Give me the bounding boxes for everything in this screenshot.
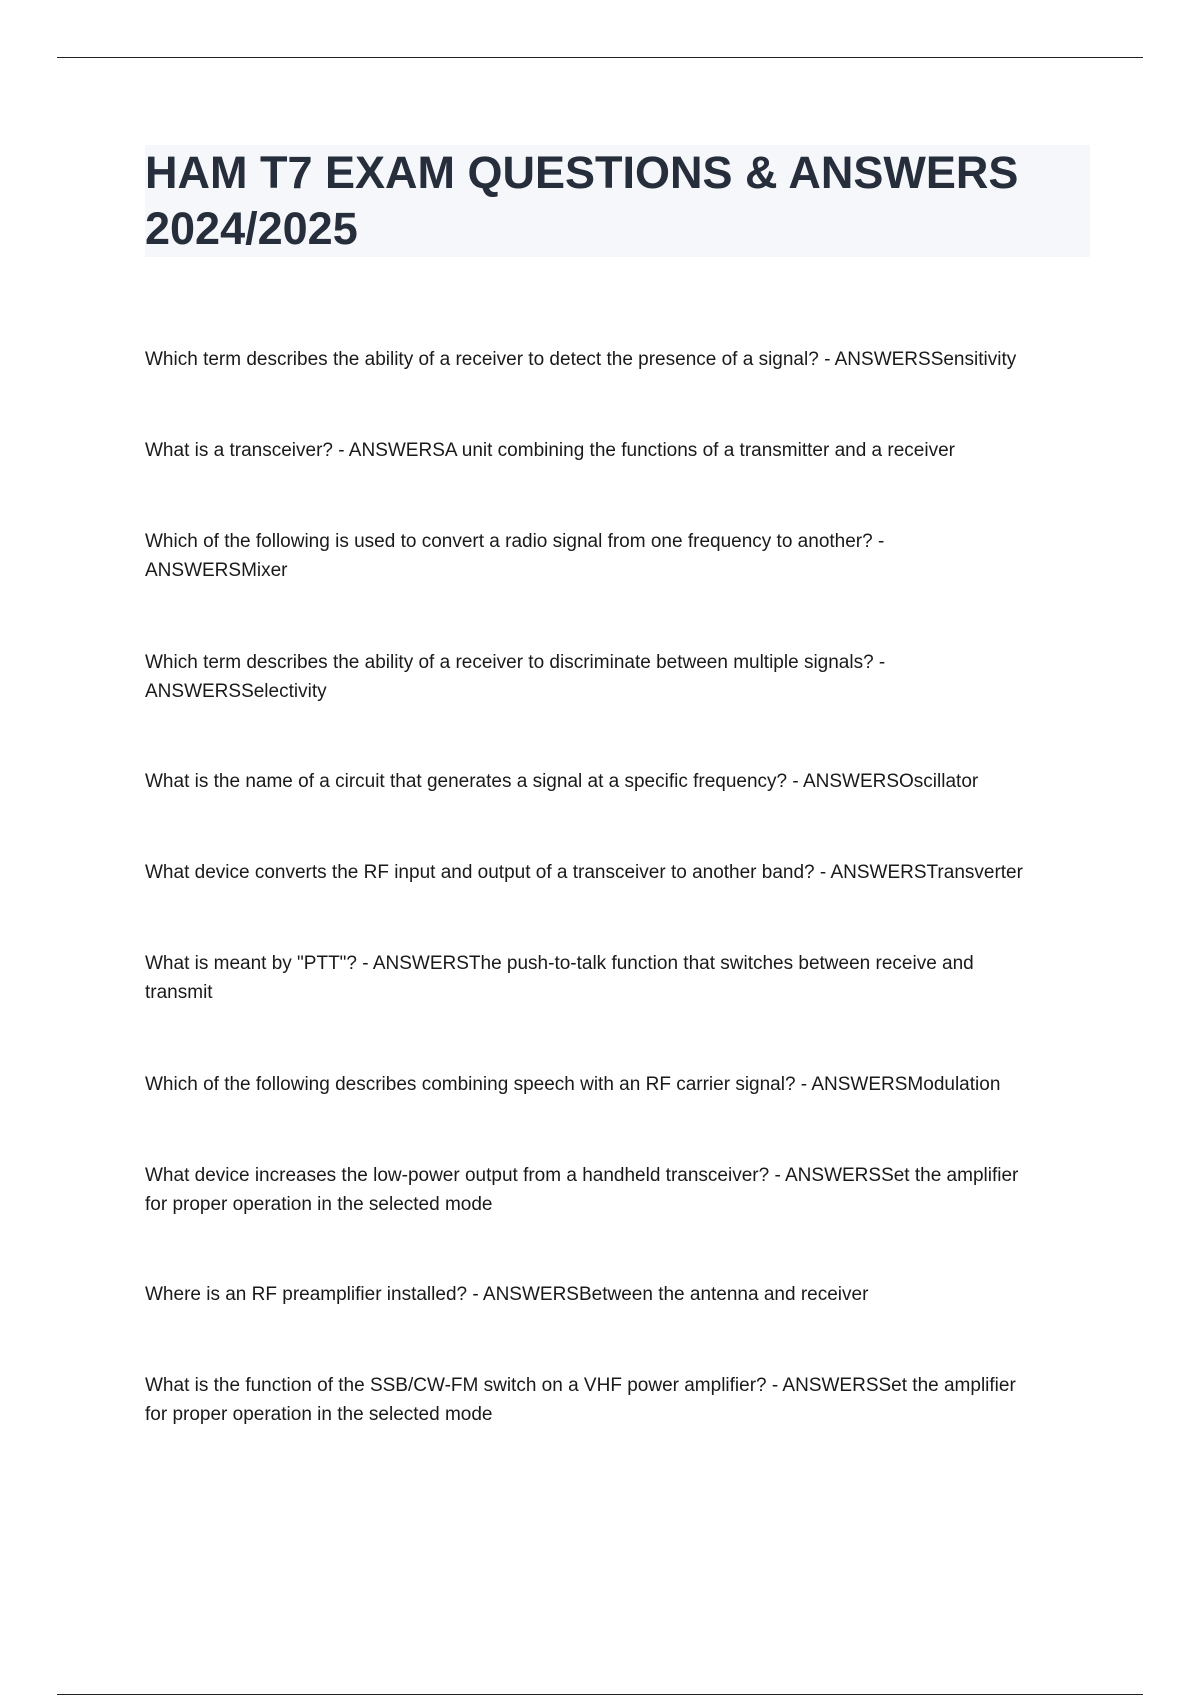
- qa-item-7: What is meant by "PTT"? - ANSWERSThe push-to-talk function that switches between receive and transmit: [145, 953, 974, 1003]
- qa-item-9: What device increases the low-power output from a handheld transceiver? - ANSWERSSet the amplifier for proper operation in the selected mode: [145, 1165, 1019, 1215]
- title-line-2: 2024/2025: [145, 203, 358, 254]
- qa-item-4: Which term describes the ability of a receiver to discriminate between multiple signals? - ANSWERSSelectivity: [145, 652, 886, 702]
- qa-item-8: Which of the following describes combining speech with an RF carrier signal? - ANSWERSModulation: [145, 1074, 1001, 1095]
- qa-item-5: What is the name of a circuit that generates a signal at a specific frequency? - ANSWERSOscillator: [145, 771, 979, 792]
- top-divider: [57, 57, 1143, 58]
- qa-item-3: Which of the following is used to convert a radio signal from one frequency to another? - ANSWERSMixer: [145, 531, 885, 581]
- document-title: [145, 145, 1090, 257]
- qa-item-1: Which term describes the ability of a receiver to detect the presence of a signal? - ANSWERSSensitivity: [145, 349, 1017, 370]
- qa-item-11: What is the function of the SSB/CW-FM switch on a VHF power amplifier? - ANSWERSSet the amplifier for proper operation in the selected mode: [145, 1375, 1016, 1425]
- bottom-divider: [57, 1694, 1143, 1695]
- title-line-1: HAM T7 EXAM QUESTIONS & ANSWERS: [145, 147, 1019, 198]
- qa-item-6: What device converts the RF input and output of a transceiver to another band? - ANSWERSTransverter: [145, 862, 1023, 883]
- title-block: [145, 145, 1090, 257]
- qa-item-2: What is a transceiver? - ANSWERSA unit combining the functions of a transmitter and a receiver: [145, 440, 955, 461]
- qa-item-10: Where is an RF preamplifier installed? - ANSWERSBetween the antenna and receiver: [145, 1284, 869, 1305]
